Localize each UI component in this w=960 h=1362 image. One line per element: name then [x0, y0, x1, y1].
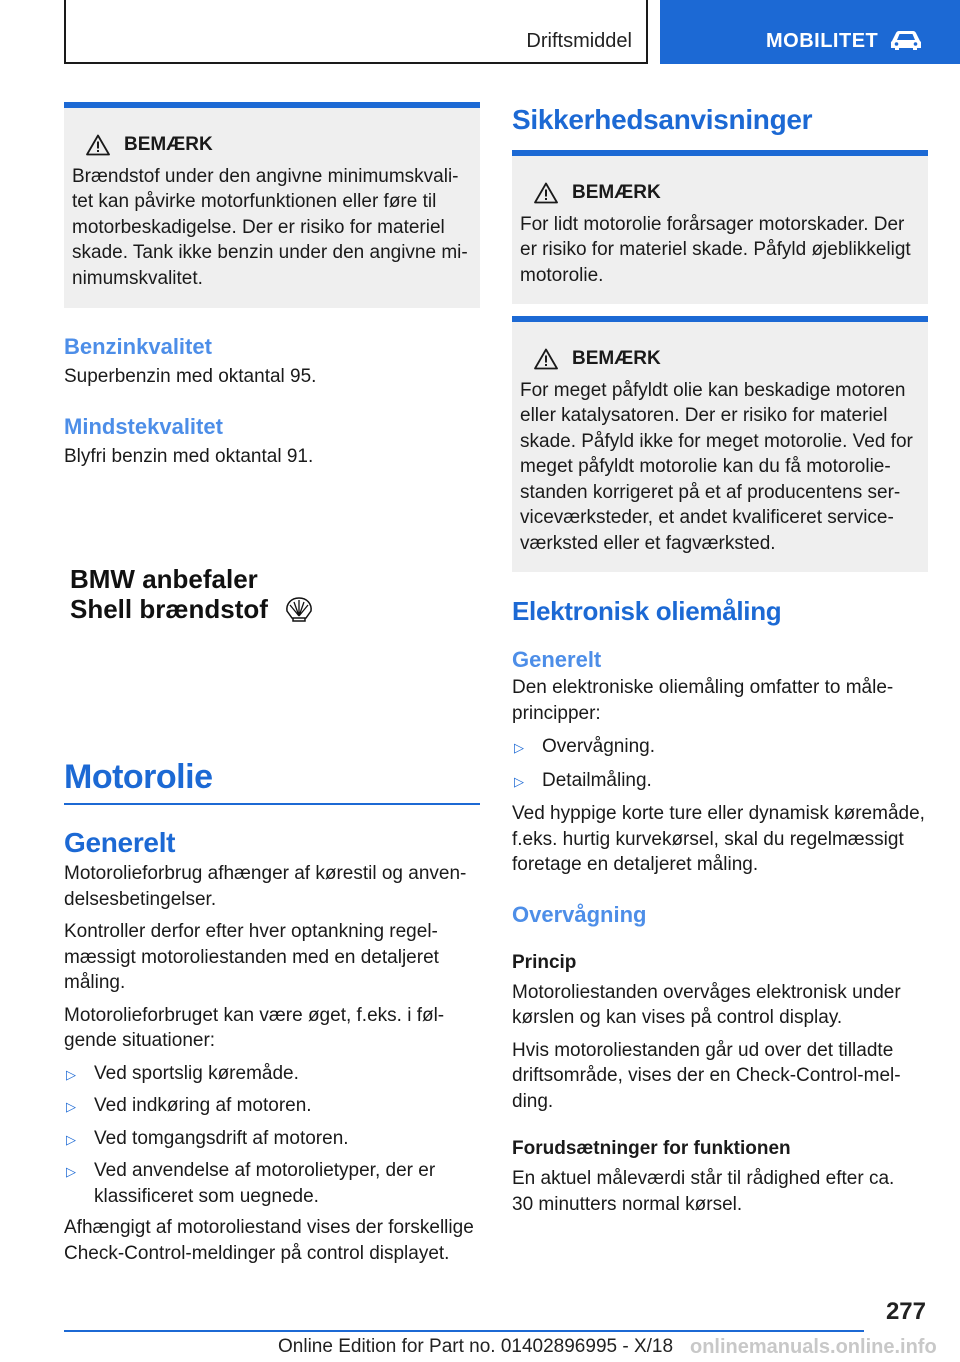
note-heading: BEMÆRK	[534, 346, 920, 372]
motorolie-p4: Afhængigt af motoroliestand vises der forskellige Check-Control-meldinger på control displayet.	[64, 1217, 474, 1264]
warning-icon	[86, 134, 110, 156]
princip-p2: Hvis motoroliestanden går ud over det tilladte driftsområde, vises der en Check-Control-mel- ding.	[512, 1039, 901, 1112]
triangle-bullet-icon: ▷	[66, 1164, 76, 1179]
mindstekvalitet-text: Blyfri benzin med oktantal 91.	[64, 445, 314, 467]
header-section-tab	[64, 0, 648, 64]
warning-note	[64, 102, 480, 308]
watermark: onlinemanuals.online.info	[690, 1336, 937, 1358]
note-text: For meget påfyldt olie kan beskadige motoren eller katalysatoren. Der er risiko for materiel skade. Påfyld ikke for meget motorolie. Ved for meget påfyldt motorolie kan du få motorolie- standen korrigeret på et af producentens ser- viceværksteder, et andet kvalificeret service- værksted eller et fagværksted.	[520, 379, 913, 554]
right-column	[512, 102, 928, 1217]
princip-p1: Motoroliestanden overvåges elektronisk under kørslen og kan vises på control display.	[512, 981, 901, 1028]
generelt-heading: Generelt	[512, 647, 602, 672]
page-number: 277	[885, 1298, 926, 1325]
list-item: ▷ Ved tomgangsdrift af motoren.	[64, 1126, 480, 1153]
shell-logo-icon	[284, 596, 314, 622]
list-item: ▷ Ved indkøring af motoren.	[64, 1093, 480, 1120]
triangle-bullet-icon: ▷	[66, 1066, 76, 1082]
car-icon	[888, 29, 924, 51]
motorolie-p3: Motorolieforbruget kan være øget, f.eks. i føl- gende situationer:	[64, 1004, 445, 1051]
warning-note	[512, 150, 928, 304]
note-text: Brændstof under den angivne minimumskvali- tet kan påvirke motorfunktionen eller føre til motorbeskadigelse. Der er risiko for materiel skade. Tank ikke benzin under den angivne mi- nimumskvalitet.	[72, 165, 468, 289]
generelt-heading: Generelt	[64, 827, 176, 858]
list-item: ▷ Detailmåling.	[512, 768, 928, 795]
motorolie-heading: Motorolie	[64, 758, 480, 805]
note-heading: BEMÆRK	[86, 132, 472, 158]
warning-icon	[534, 182, 558, 204]
footer-divider	[64, 1330, 864, 1332]
generelt-text2: Ved hyppige korte ture eller dynamisk køremåde, f.eks. hurtig kurvekørsel, skal du regelmæssigt foretage en detaljeret måling.	[512, 803, 925, 875]
header-chapter-tab	[660, 0, 960, 64]
edition-text: Online Edition for Part no. 01402896995 - X/18	[278, 1336, 674, 1357]
header-chapter-label: MOBILITET	[766, 30, 879, 52]
motorolie-p1: Motorolieforbrug afhænger af kørestil og anven- delsesbetingelser.	[64, 863, 467, 910]
shell-recommendation: BMW anbefaler Shell brændstof	[70, 564, 268, 624]
mindstekvalitet-heading: Mindstekvalitet	[64, 413, 223, 439]
overvaagning-heading: Overvågning	[512, 901, 647, 927]
sikkerhed-heading: Sikkerhedsanvisninger	[512, 104, 813, 135]
list-item: ▷ Overvågning.	[512, 734, 928, 761]
header-section-label: Driftsmiddel	[526, 30, 632, 52]
triangle-bullet-icon: ▷	[66, 1099, 76, 1114]
benzinkvalitet-heading: Benzinkvalitet	[64, 334, 212, 359]
forudsaetninger-heading: Forudsætninger for funktionen	[512, 1138, 791, 1159]
warning-icon	[534, 348, 558, 370]
triangle-bullet-icon: ▷	[66, 1131, 76, 1147]
triangle-bullet-icon: ▷	[514, 740, 524, 755]
list-item: ▷ Ved sportslig køremåde.	[64, 1061, 480, 1088]
elektronisk-heading: Elektronisk oliemåling	[512, 596, 782, 626]
benzinkvalitet-text: Superbenzin med oktantal 95.	[64, 366, 317, 387]
motorolie-p2: Kontroller derfor efter hver optankning regel- mæssigt motoroliestanden med en detaljeret måling.	[64, 921, 439, 993]
forudsaetninger-text: En aktuel måleværdi står til rådighed efter ca. 30 minutters normal kørsel.	[512, 1168, 895, 1215]
note-text: For lidt motorolie forårsager motorskader. Der er risiko for materiel skade. Påfyld øjeblikkeligt motorolie.	[520, 213, 911, 286]
motorolie-section	[64, 758, 480, 1266]
list-item: ▷ Ved anvendelse af motorolietyper, der er klassificeret som uegnede.	[64, 1158, 480, 1209]
warning-note	[512, 316, 928, 572]
note-heading: BEMÆRK	[534, 180, 920, 206]
left-column	[64, 102, 480, 469]
generelt-text: Den elektroniske oliemåling omfatter to måle- principper:	[512, 677, 894, 724]
princip-heading: Princip	[512, 951, 577, 973]
triangle-bullet-icon: ▷	[514, 773, 524, 789]
